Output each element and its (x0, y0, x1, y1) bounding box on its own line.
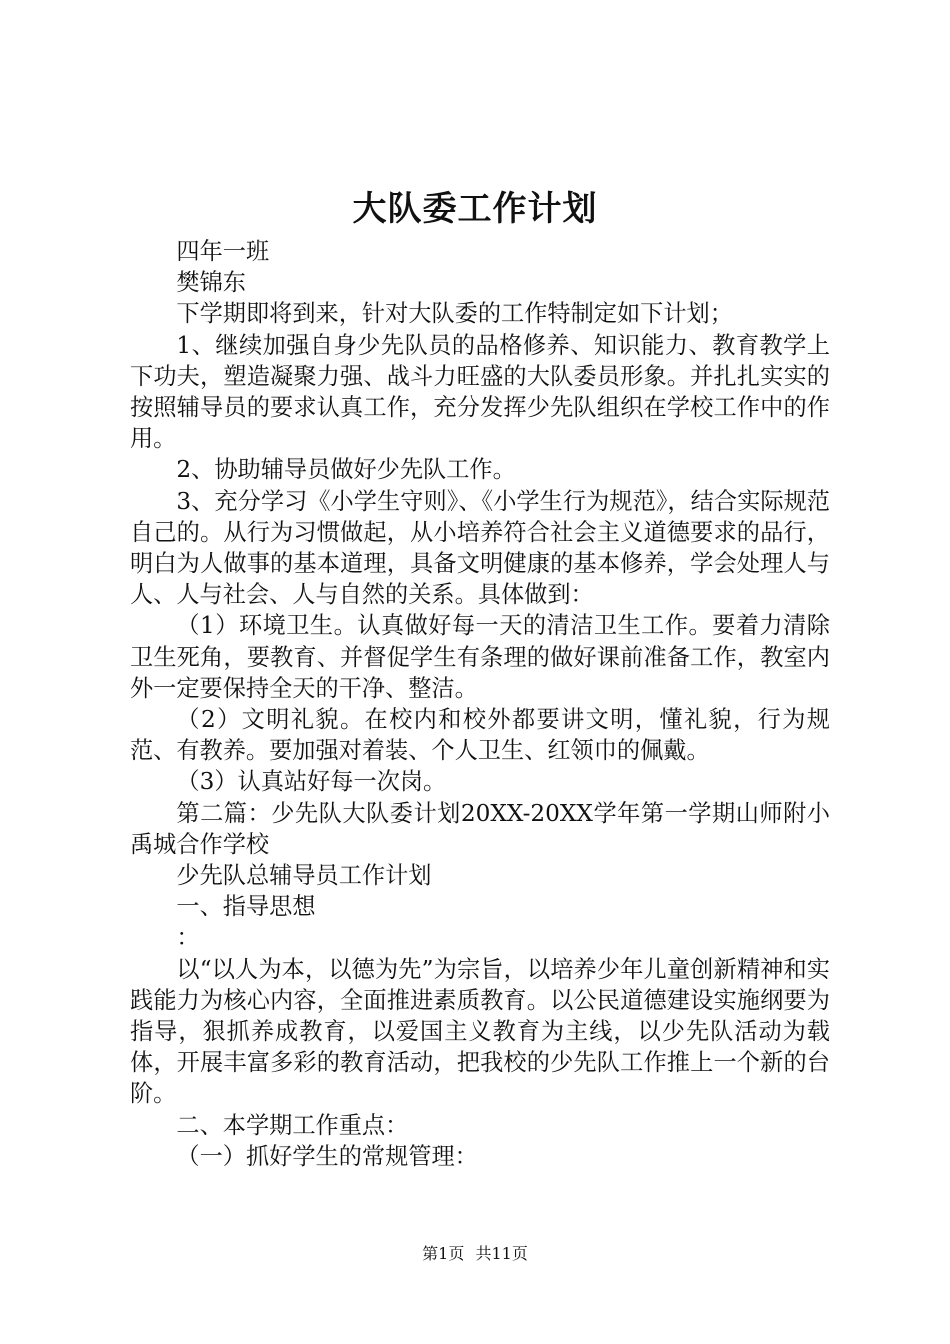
paragraph: （1）环境卫生。认真做好每一天的清洁卫生工作。要着力清除卫生死角，要教育、并督促学生有条理的做好课前准备工作，教室内外一定要保持全天的干净、整洁。 (130, 612, 830, 702)
paragraph: （2）文明礼貌。在校内和校外都要讲文明，懂礼貌，行为规范、有教养。要加强对着装、个人卫生、红领巾的佩戴。 (130, 706, 830, 765)
page-footer (0, 1243, 950, 1265)
paragraph: ： (176, 924, 200, 952)
paragraph: 以“以人为本，以德为先”为宗旨，以培养少年儿童创新精神和实践能力为核心内容，全面推进素质教育。以公民道德建设实施纲要为指导，狠抓养成教育，以爱国主义教育为主线，以少先队活动为载体，开展丰富多彩的教育活动，把我校的少先队工作推上一个新的台阶。 (130, 955, 830, 1108)
document-title: 大队委工作计划 (352, 189, 598, 229)
page-number: 第1页 (422, 1244, 465, 1263)
paragraph: （3）认真站好每一次岗。 (176, 768, 447, 796)
document-body (130, 236, 830, 1172)
paragraph: 二、本学期工作重点： (176, 1111, 409, 1139)
paragraph: 樊锦东 (176, 269, 246, 297)
paragraph: 第二篇：少先队大队委计划20XX-20XX学年第一学期山师附小禹城合作学校 (130, 799, 830, 858)
paragraph: 3、充分学习《小学生守则》、《小学生行为规范》，结合实际规范自己的。从行为习惯做起，从小培养符合社会主义道德要求的品行，明白为人做事的基本道理，具备文明健康的基本修养，学会处理人与人、人与社会、人与自然的关系。具体做到： (130, 487, 830, 609)
paragraph: 1、继续加强自身少先队员的品格修养、知识能力、教育教学上下功夫，塑造凝聚力强、战斗力旺盛的大队委员形象。并扎扎实实的按照辅导员的要求认真工作，充分发挥少先队组织在学校工作中的作用。 (130, 331, 830, 453)
page-total: 共11页 (475, 1244, 528, 1263)
paragraph: 2、协助辅导员做好少先队工作。 (176, 456, 516, 484)
paragraph: （一）抓好学生的常规管理： (176, 1142, 478, 1170)
paragraph: 下学期即将到来，针对大队委的工作特制定如下计划； (176, 300, 733, 328)
paragraph: 四年一班 (176, 238, 270, 265)
paragraph: 少先队总辅导员工作计划 (176, 862, 432, 890)
paragraph: 一、指导思想 (176, 893, 316, 921)
